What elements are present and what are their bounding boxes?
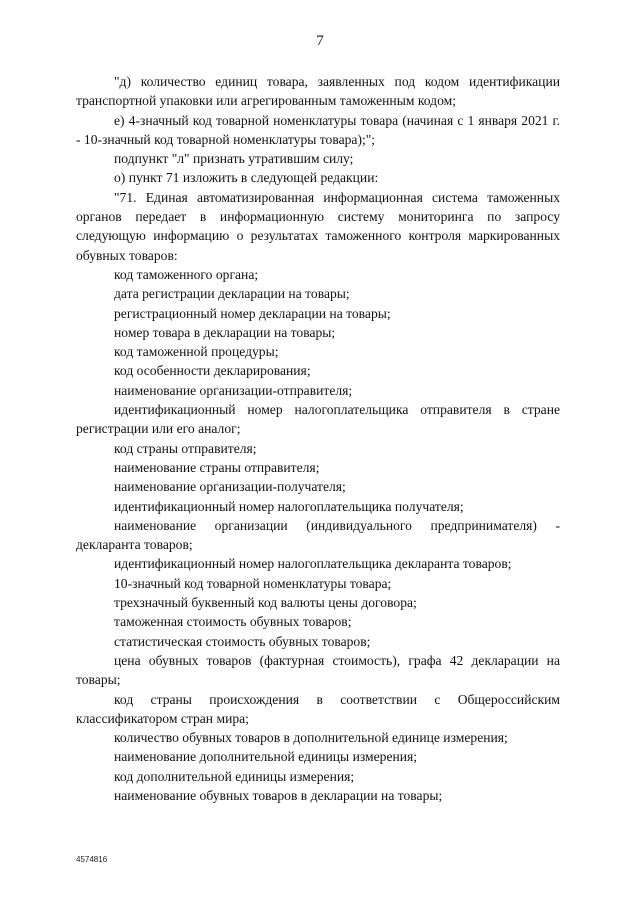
list-item: наименование организации-получателя; [114,479,346,495]
list-item: дата регистрации декларации на товары; [114,286,350,302]
list-item: код особенности декларирования; [114,363,311,379]
paragraph-e: е) 4-значный код товарной номенклатуры товара (начиная с 1 января 2021 г. - 10-значный код товарной номенклатуры товара);"; [76,112,560,147]
document-id: 4574816 [76,855,108,864]
paragraph-o: о) пункт 71 изложить в следующей редакции: [114,170,379,186]
list-item: наименование обувных товаров в декларации на товары; [114,787,443,803]
list-item: наименование страны отправителя; [114,459,320,475]
list-item: регистрационный номер декларации на товары; [114,305,391,321]
paragraph-subpoint-l: подпункт "л" признать утратившим силу; [114,151,354,167]
list-item: количество обувных товаров в дополнительной единице измерения; [114,730,508,746]
list-item: код страны отправителя; [114,440,257,456]
list-item: трехзначный буквенный код валюты цены договора; [114,595,417,611]
list-item: идентификационный номер налогоплательщика декларанта товаров; [114,556,512,572]
document-body [76,72,560,805]
page-number: 7 [316,33,324,49]
list-item: наименование организации-отправителя; [114,382,353,398]
list-item: идентификационный номер налогоплательщика отправителя в стране регистрации или его аналог; [76,402,560,437]
list-item: таможенная стоимость обувных товаров; [114,614,352,630]
list-item: цена обувных товаров (фактурная стоимость), графа 42 декларации на товары; [76,652,560,688]
paragraph-d: "д) количество единиц товара, заявленных под кодом идентификации транспортной упаковки или агрегированным таможенным кодом; [76,74,560,109]
list-item: код таможенного органа; [114,266,259,282]
list-item: идентификационный номер налогоплательщика получателя; [114,498,464,514]
list-item: код дополнительной единицы измерения; [114,768,355,784]
list-item: 10-значный код товарной номенклатуры товара; [114,575,392,591]
list-item: код страны происхождения в соответствии с Общероссийским классификатором стран мира; [76,691,560,726]
list-item: наименование дополнительной единицы измерения; [114,749,418,765]
list-item: номер товара в декларации на товары; [114,324,336,340]
list-item: статистическая стоимость обувных товаров; [114,633,371,649]
list-item: наименование организации (индивидуального предпринимателя) - декларанта товаров; [76,517,560,553]
paragraph-71: "71. Единая автоматизированная информационная система таможенных органов передает в информационную систему мониторинга по запросу следующую информацию о результатах таможенного контроля маркированных обувных товаров: [76,189,560,263]
list-item: код таможенной процедуры; [114,344,279,360]
